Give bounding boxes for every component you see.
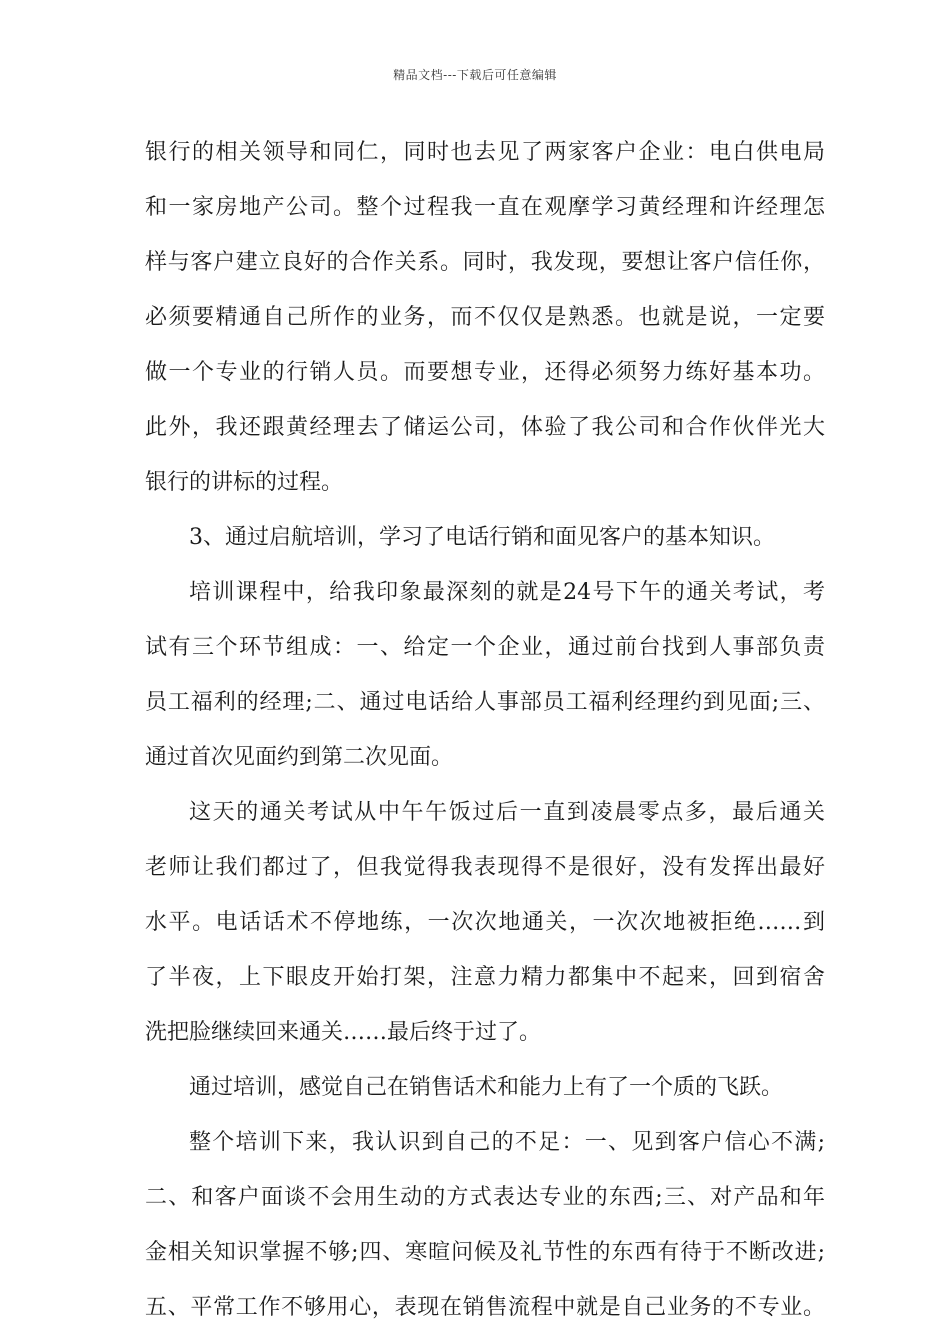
text-line: 五、平常工作不够用心，表现在销售流程中就是自己业务的不专业。 [145, 1295, 825, 1320]
text-line: 员工福利的经理;二、通过电话给人事部员工福利经理约到见面;三、 [145, 690, 825, 715]
section-heading: 3、通过启航培训，学习了电话行销和面见客户的基本知识。 [189, 525, 775, 550]
text-line: 样与客户建立良好的合作关系。同时，我发现，要想让客户信任你， [145, 250, 825, 275]
text-line: 水平。电话话术不停地练，一次次地通关，一次次地被拒绝……到 [145, 910, 825, 935]
text-line: 金相关知识掌握不够;四、寒暄问候及礼节性的东西有待于不断改进; [145, 1240, 825, 1265]
text-line: 二、和客户面谈不会用生动的方式表达专业的东西;三、对产品和年 [145, 1185, 825, 1210]
text-line: 洗把脸继续回来通关……最后终于过了。 [145, 1020, 542, 1045]
text-line: 整个培训下来，我认识到自己的不足：一、见到客户信心不满; [189, 1130, 825, 1155]
text-line: 老师让我们都过了，但我觉得我表现得不是很好，没有发挥出最好 [145, 855, 825, 880]
text-line: 培训课程中，给我印象最深刻的就是24号下午的通关考试，考 [189, 580, 825, 605]
text-line: 通过首次见面约到第二次见面。 [145, 745, 454, 770]
text-line: 通过培训，感觉自己在销售话术和能力上有了一个质的飞跃。 [189, 1075, 784, 1100]
text-line: 银行的相关领导和同仁，同时也去见了两家客户企业：电白供电局 [145, 140, 825, 165]
text-line: 试有三个环节组成：一、给定一个企业，通过前台找到人事部负责 [145, 635, 825, 660]
text-line: 做一个专业的行销人员。而要想专业，还得必须努力练好基本功。 [145, 360, 825, 385]
text-line: 必须要精通自己所作的业务，而不仅仅是熟悉。也就是说，一定要 [145, 305, 825, 330]
text-line: 和一家房地产公司。整个过程我一直在观摩学习黄经理和许经理怎 [145, 195, 825, 220]
text-line: 银行的讲标的过程。 [145, 470, 344, 495]
page-header: 精品文档---下载后可任意编辑 [393, 68, 557, 82]
document-body [145, 125, 825, 1335]
text-line: 这天的通关考试从中午午饭过后一直到凌晨零点多，最后通关 [189, 800, 825, 825]
text-line: 此外，我还跟黄经理去了储运公司，体验了我公司和合作伙伴光大 [145, 415, 825, 440]
text-line: 了半夜，上下眼皮开始打架，注意力精力都集中不起来，回到宿舍 [145, 965, 825, 990]
